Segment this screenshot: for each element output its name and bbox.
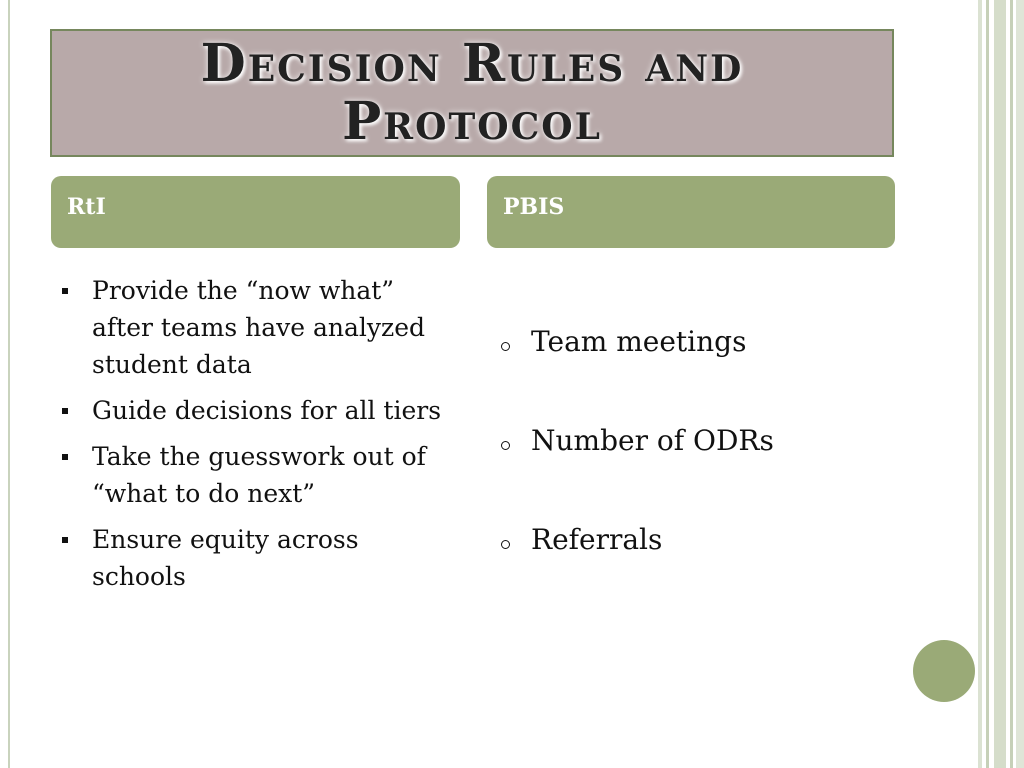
list-item-text: Ensure equity across schools	[92, 525, 359, 591]
list-item-text: Referrals	[531, 523, 663, 556]
column-header-pbis-label: PBIS	[503, 194, 565, 220]
rti-bullet-list	[60, 272, 450, 604]
column-header-rti	[51, 176, 460, 248]
list-item	[497, 421, 887, 520]
square-bullet-icon	[62, 454, 68, 460]
stripe	[986, 0, 989, 768]
stripe	[978, 0, 982, 768]
list-item-text: Number of ODRs	[531, 424, 774, 457]
list-item	[60, 521, 450, 595]
decorative-circle	[913, 640, 975, 702]
list-item-text: Team meetings	[531, 325, 747, 358]
hollow-circle-bullet-icon	[501, 540, 510, 549]
stripe	[1010, 0, 1013, 768]
list-item-text: Guide decisions for all tiers	[92, 396, 442, 425]
list-item	[60, 392, 450, 429]
slide-title-line1: Decision Rules and	[200, 33, 744, 94]
square-bullet-icon	[62, 288, 68, 294]
left-border-line	[8, 0, 10, 768]
list-item-text: Provide the “now what” after teams have analyzed student data	[92, 276, 425, 379]
list-item	[497, 520, 887, 619]
pbis-bullet-list	[497, 322, 887, 619]
list-item	[497, 322, 887, 421]
stripe	[1016, 0, 1024, 768]
slide-title-line2: Protocol	[342, 91, 602, 152]
square-bullet-icon	[62, 537, 68, 543]
slide-title	[201, 35, 744, 151]
column-header-rti-label: RtI	[67, 194, 106, 220]
column-header-pbis	[487, 176, 895, 248]
stripe	[994, 0, 1006, 768]
list-item-text: Take the guesswork out of “what to do next”	[92, 442, 426, 508]
list-item	[60, 272, 450, 383]
list-item	[60, 438, 450, 512]
right-decorative-stripes	[978, 0, 1024, 768]
hollow-circle-bullet-icon	[501, 441, 510, 450]
square-bullet-icon	[62, 408, 68, 414]
hollow-circle-bullet-icon	[501, 342, 510, 351]
slide-title-box	[50, 29, 894, 157]
